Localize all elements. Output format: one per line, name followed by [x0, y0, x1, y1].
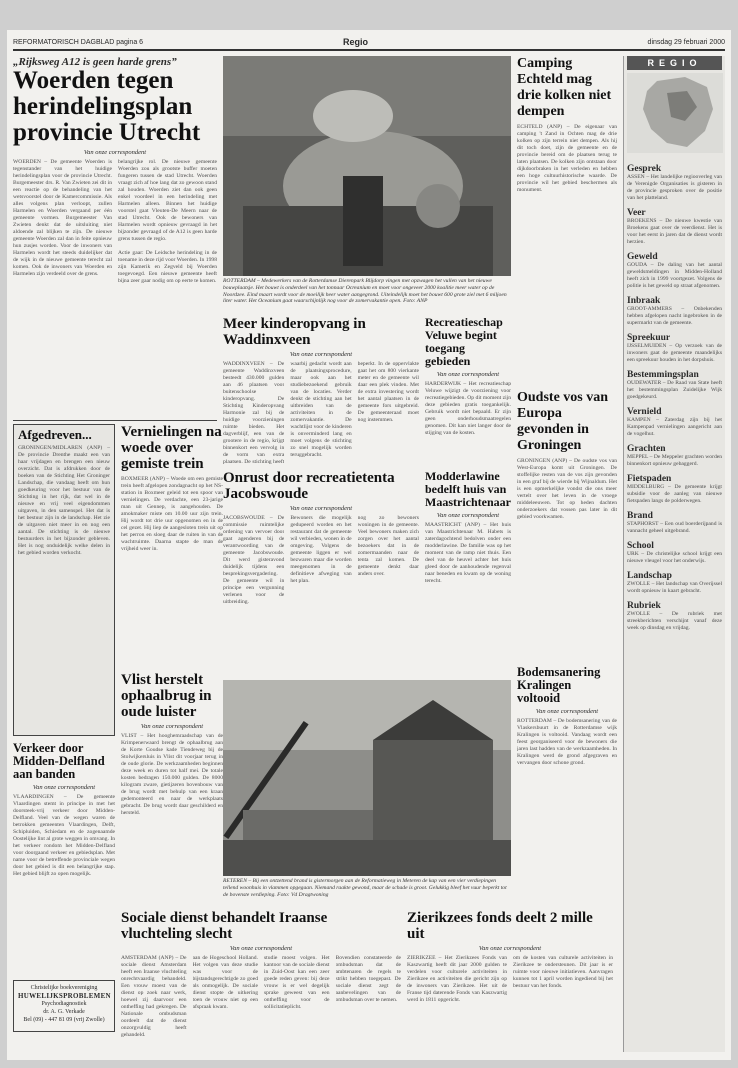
sidebar-item-heading: Landschap	[627, 571, 672, 581]
byline: Van onze correspondent	[436, 512, 500, 519]
sidebar-item-heading: Fietspaden	[627, 474, 672, 484]
fire-photo-image	[223, 680, 511, 876]
article-headline: Vlist herstelt ophaalbrug in oude luister	[121, 672, 212, 720]
header-date: dinsdag 29 februari 2000	[647, 39, 725, 46]
article-veluwe	[425, 316, 511, 466]
article-col-1: AMSTERDAM (ANP) – De sociale dienst Amsterdam heeft een Iraanse vluchteling onrechtvaardig behandeld. Een vrouw moest van de dienst op zoek naar werk, hoewel zij daarvoor een ontheffing had gekregen. De Nationale ombudsman oordeelt dat de dienst onzorgvuldig heeft gehandeld.	[121, 955, 187, 1038]
sidebar-item	[627, 571, 722, 595]
article-sociale-dienst	[121, 910, 401, 1052]
article-text: BOXMEER (ANP) – Woede om een gemiste trein heeft afgelopen zondagnacht op het NS-station in Boxmeer geleid tot een spoor van vernielingen. De verdachte, een 23-jarige man uit Gennep, is aangehouden. De amokmaker miste om 10.00 uur zijn trein. Hij wordt tot drie uur opgenomen en in de cel gezet. Hij liep de aangesloten trein uit op het perron en sloeg daar de ruiten in van de wachtruimte. Daarna stapte de man de vrijheid weer in.	[121, 476, 223, 552]
article-col-2: waarbij gedacht wordt aan de plaatsingsprocedure, maar ook aan het studiebezoekend gebruik van de locaties. Verder denkt de stichting aan het uitbreiden van de activiteiten in de zomervakantie. De wachtlijst voor de kinderen is onverminderd lang en moet volgens de stichting zo snel mogelijk worden teruggebracht.	[290, 361, 352, 458]
article-headline: Vernielingen na woede over gemiste trein	[121, 424, 222, 472]
sidebar-item	[627, 370, 722, 401]
rotterdam-photo-caption: ROTTERDAM – Medewerkers van de Rotterdamse Dierenpark Blijdorp vingen met opzwagen het vullen van het nieuwe bouwplaatsje. Het bouwt is onderdeel van het tonnaar Ocreanium en moet voor ongeveer 2000 koalitie meer water op de Noordzee. Eind maart wordt voor de moeilijk heer water aangegrond. Uiteindelijk moet het bouwt 600 grote ziel met 6 miljoen liter water. Het Oceanium gaat waarschijnlijk nog voor de zomervakantie open. Foto: ANP	[223, 278, 507, 305]
byline: Van onze correspondent	[32, 784, 96, 791]
article-woerden	[13, 56, 217, 416]
article-headline: Meer kinderopvang in Waddinxveen	[223, 316, 366, 348]
sidebar-list	[627, 164, 722, 632]
sidebar-item-text: MEPPEL – De Meppeler grachten worden binnenkort opnieuw gebaggerd.	[627, 454, 723, 467]
sidebar-item-text: ASSEN – Het landelijke regiooverleg van de Verenigde Organisaties is gisteren in de provincie gesproken over de positie van het platteland.	[627, 174, 722, 201]
sidebar-item-text: ZWOLLE – De rubriek met streekberichten verschijnt vanaf deze week op dinsdag en vrijdag.	[627, 611, 722, 631]
article-col-1: WOERDEN – De gemeente Woerden is tegenstander van het huidige herindelingsplan voor de provincie Utrecht. Burgemeester drs. R. Van Zwieten zei dit in een reactie op de behandeling van het wetsvoorstel door de Kamercommissie. Als alles volgens plan verloopt, zullen Harmelen en Woerden vergaand per één gemeente vormen. Burgemeester Van Zwieten denkt dat de uitsluiting niet aldoende zal blijken te zijn. De nieuwe gemeente Woerden zal dan in feite opnieuw hun zusjes worden. Voor de inwoners van Harmelen wordt het steeds duidelijker dat de wijk in de nieuwe gemeente terecht zal komen. Ook de inwoners van Woerden en Harmelen zijn verdeeld over de grens.	[13, 159, 112, 277]
article-modderlawine	[425, 470, 511, 678]
article-text: VLAARDINGEN – De gemeente Vlaardingen stemt in principe in met het doorsteek-vrij verkeer door Midden-Delfland. Veel van de wegen waren de betrokken gemeenten Vlaardingen, Delft, Schipluiden, Schiedam en de zogenaamde Oostelijke lint al grote weggen in omvang. In het verkeer rondom het Midden-Delfland voor doorgaand verkeer en gebiedsplan. Met name voor de betreffende provinciale wegen door het gebied is dit een belangrijke stap. Het gebied blijft zo open mogelijk.	[13, 794, 115, 877]
ad-line: dr. A. G. Verkade	[43, 1009, 85, 1015]
byline: Van onze correspondent	[478, 945, 542, 952]
byline: Van onze correspondent	[436, 371, 500, 378]
article-jacobswoude	[223, 470, 419, 678]
article-col-2: Bewoners die mogelijk gedupeerd worden en het restaurant dat de gemeente wil verbieden, wonen in de omgeving. Volgens de gemeente liggen er wel bezwaren maar die worden meegenomen in de definitieve afweging van het plan.	[290, 515, 352, 584]
article-oudste-vos	[517, 390, 617, 662]
sidebar-item-heading: Brand	[627, 511, 653, 521]
divider	[13, 420, 217, 421]
article-text: GRONINGEN (ANP) – De oudste vos van West-Europa komt uit Groningen. De stoffelijke resten van de vos zijn gevonden in een graf bij de wierde bij Wijnaldum. Het is een opmerkelijke vondst die ons meer vertelt over het leven in de vroege middeleeuwen. Tot op heden dachten onderzoekers dat vossen pas later in dit gebied voorkwamen.	[517, 458, 617, 520]
sidebar-item-text: IJSSELMUIDEN – Op verzoek van de inwoners gaat de gemeente maandelijks een spreekuur houden in het dorpshuis.	[627, 343, 722, 363]
article-kicker: „Rijksweg A12 is geen harde grens”	[13, 56, 177, 68]
sidebar-item-text: STAPHORST – Een oud boerderijpand is vannacht geheel uitgebrand.	[627, 521, 722, 534]
fire-photo-caption: RETEREN – Bij een ontzettend brand is gistermorgen aan de Reformatieweg in Meteren de kap van een vier verdiepingen tellend woonhuis in vlammen opgegaan. Niemand raakte gewond, maar de schade is groot. Gelukkig bleef het vuur beperkt tot de bovenste verdieping. Foto: Vd Dragtwoning	[223, 878, 507, 898]
sidebar-item-heading: Gesprek	[627, 164, 662, 174]
ad-line: Christelijke boekvereniging	[30, 985, 98, 991]
article-text: ECHTELD (ANP) – De eigenaar van camping 't Zand in Ochten mag de drie kolken op zijn terrein niet dempen. Als hij dit toch doet, zijn de gemeente en de provincie bereid om de plaatsen terug te laten plaatsen. De kolken zijn ontstaan door dijkdoorbraken in het verleden en hebben een hoge cultuurhistorische waarde. De provincie wil het gebied beschermen als monument.	[517, 124, 617, 193]
sidebar-item	[627, 333, 722, 364]
sidebar-item	[627, 474, 722, 505]
article-verkeer	[13, 742, 115, 974]
sidebar-item-text: URK – De christelijke school krijgt een nieuwe vleugel voor het onderwijs.	[627, 551, 722, 564]
page-header	[13, 37, 725, 51]
sidebar-item-text: MIDDELBURG – De gemeente krijgt subsidie voor de aanleg van nieuwe fietspaden langs de polderwegen.	[627, 484, 722, 504]
article-headline: Woerden tegen herindelingsplan provincie Utrecht	[13, 67, 201, 146]
article-headline: Bodemsanering Kralingen voltooid	[517, 666, 601, 705]
sidebar-item	[627, 164, 722, 202]
article-text: ROTTERDAM – De bodemsanering van de Vlaskersbuurt in de Rotterdamse wijk Kralingen is voltooid. Vandaag wordt een feest georganiseerd voor de bewoners die jaren last hadden van de werkzaamheden. In Kralingen werd de grond afgegraven en vervangen door schone grond.	[517, 718, 617, 766]
article-headline: Onrust door recreatietenta Jacobswoude	[223, 470, 395, 502]
article-col-1: ZIERIKZEE – Het Zierikzees Fonds van Kaszwartig heeft dit jaar 2000 gulden te verdelen voor culturele activiteiten in Zierikzee en activiteiten die gericht zijn op de inwoners van Zierikzee. Het uit de Franse tijd daterende Fonds van Kaszwartig werd in 1811 opgericht.	[407, 955, 507, 1003]
byline: Van onze correspondent	[535, 708, 599, 715]
article-headline: Modderlawine bedelft huis van Maastrichtenaar	[425, 470, 511, 509]
ad-line: Psychodiagnostiek	[41, 1001, 87, 1007]
newspaper-page	[7, 30, 731, 1060]
sidebar-item-heading: School	[627, 541, 654, 551]
sidebar-item-heading: Spreekuur	[627, 333, 671, 343]
section-title: Regio	[343, 37, 369, 47]
byline: Van onze correspondent	[140, 723, 204, 730]
article-headline: Recreatieschap Veluwe begint toegang gebieden	[425, 316, 503, 368]
sidebar-item-text: ZWOLLE – Het landschap van Overijssel wordt opnieuw in kaart gebracht.	[627, 581, 722, 594]
article-col-2: om de kosten van culturele activiteiten in Zierikzee te ondersteunen. Dit jaar is er ruimte voor nieuwe initiatieven. Aanvragen kunnen tot 1 april worden ingediend bij het bestuur van het fonds.	[513, 955, 613, 989]
article-vernielingen	[121, 424, 223, 668]
sidebar-item	[627, 208, 722, 246]
article-text: MAASTRICHT (ANP) – Het huis van Maastrichtenaar M. Habets is zaterdagochtend bedolven onder een modderlawine. De familie was op het moment van de ramp niet thuis. Een deel van de heuvel achter het huis gleed door de aanhoudende regenval naar beneden en kwam op de woning terecht.	[425, 522, 511, 584]
article-bodemsanering	[517, 666, 617, 902]
article-headline: Oudste vos van Europa gevonden in Groningen	[517, 390, 609, 453]
sidebar-item-heading: Veer	[627, 208, 646, 218]
article-col-1: JACOBSWOUDE – De commissie ruimtelijke ordening van vervoer door gaat agenderen bij de verantwoording van de gemeente Jacobswoude. Dit werd gisteravond duidelijk tijdens een besprekingsvergadering. De gemeente wil in principe een vergunning verlenen voor de uitbreiding.	[223, 515, 285, 605]
article-camping	[517, 56, 617, 386]
sidebar-item-text: KAMPEN – Zaterdag zijn bij het Kampenpad vernielingen aangericht aan de vogelhut.	[627, 417, 722, 437]
sidebar-item	[627, 252, 722, 290]
article-col-3: studie moest volgen. Het kantoor van de sociale dienst in Zuid-Oost kan een zeer goede reden geven: bij deze vrouw is er wel degelijk sprake geweest van een ontheffing voor de sollicitatieplicht.	[264, 955, 330, 1010]
byline: Van onze correspondent	[289, 351, 353, 358]
ad-title: HUWELIJKSPROBLEMEN	[18, 992, 111, 1000]
sidebar-item-heading: Geweld	[627, 252, 658, 262]
header-left: REFORMATORISCH DAGBLAD pagina 6	[13, 39, 144, 46]
sidebar-item-heading: Bestemmingsplan	[627, 370, 699, 380]
article-col-1: WADDINXVEEN – De gemeente Waddinxveen besteedt 430.000 gulden aan 46 plaatsen voor buitenschoolse kinderopvang. De Stichting Kinderopvang Harmonie zal bij de huidige voorzieningen ruimte bieden. Het dagverblijf, een van de grootere in de regio, krijgt binnenkort een vervolg in de vorm van extra plaatsen. De stichting heeft	[223, 361, 285, 465]
advertisement	[13, 980, 115, 1032]
sidebar-item-heading: Vernield	[627, 407, 662, 417]
article-col-2: aan de Hogeschool Holland. Het volgen van deze studie was voor de bijstandsgerechtigde zo goed als onmogelijk. De sociale dienst stopte de uitkering toen de vrouw niet op een afspraak kwam.	[192, 955, 258, 1010]
article-afgedreven	[13, 424, 115, 736]
byline: Van onze correspondent	[83, 149, 147, 156]
article-headline: Afgedreven...	[18, 427, 92, 442]
sidebar-item	[627, 444, 722, 468]
rotterdam-photo-image	[223, 56, 511, 276]
byline: Van onze correspondent	[229, 945, 293, 952]
sidebar-item-heading: Inbraak	[627, 296, 661, 306]
article-headline: Camping Echteld mag drie kolken niet dempen	[517, 56, 612, 119]
article-col-4: Bovendien constateerde de ombudsman dat de ambtenaren de regels te strikt hebben toegepast. De sociale dienst zegt de aanbevelingen van de ombudsman over te nemen.	[335, 955, 401, 1003]
article-text: VLIST – Het hooghemraadschap van de Krimpenerwaard brengt de ophaalbrug aan de Korte Goudse kade Tiendeweg bij de Stolwijkersluis in Vlist dit voorjaar terug in de oude glorie. De werkzaamheden beginnen deze week en duren tot half mei. De totale kosten bedragen 150.000 gulden. De 8000 kilogram zware, gietijzeren bovenbouw van de brug wordt met behulp van een kraan gedemonteerd en naar de werkplaats gebracht. De brug wordt daar geschilderd en hersteld.	[121, 733, 223, 816]
sidebar-item	[627, 511, 722, 535]
article-headline: Zierikzees fonds deelt 2 mille uit	[407, 910, 593, 942]
fire-photo	[223, 680, 511, 876]
sidebar-item	[627, 407, 722, 438]
sidebar-item	[627, 296, 722, 327]
regio-sidebar	[623, 56, 725, 1052]
sidebar-item-text: GOUDA – De daling van het aantal geweldsmeldingen in Midden-Holland heeft zich in 1999 voortgezet. Volgens de politie is het geweld op straat afgenomen.	[627, 262, 722, 289]
rotterdam-photo	[223, 56, 511, 276]
article-headline: Sociale dienst behandelt Iraanse vluchteling slecht	[121, 910, 328, 942]
article-col-2: belangrijke rol. De nieuwe gemeente Woerden zou als grootste buffer moeten fungeren tussen de stad Utrecht. Woerden vraagt zich af hoe lang dat zo gewoon stand zal houden. Woerden ziet dan ook geen enkel voordeel in een herindeling met Harmelen alleen. Binnen het huidige voorstel gaat Vleuten-De Meern naar de stad Utrecht. Ook de bewoners van Harmelen wordt opnieuw gevraagd in het bijzonder gevraagd of de A12 is geen harde grens tussen de regio. Actie gaar: De Leidsche herindeling in de toename in deze rijd voor Woerden. In 1998 zijn Kamerik en Zegveld bij Woerden toegevoegd. Een nieuwe gemeente heeft bijna zeer gaar nodig om op eerte te komen.	[118, 159, 217, 284]
netherlands-map-icon	[627, 73, 723, 153]
article-text: HARDERWIJK – Het recreatieschap Veluwe wijzigt de voorziening voor recreatiegebieden. Op dit moment zijn deze gebieden gratis toegankelijk. Gebruik wordt niet bepaald. Er zijn geen onderhoudsmaatregelen genomen. Dit kan niet langer door de stijging van de kosten.	[425, 381, 511, 436]
sidebar-item-text: OUDEWATER – De Raad van State heeft het bestemmingsplan Zuidelijke Wijk goedgekeurd.	[627, 380, 722, 400]
article-vlist	[121, 672, 223, 882]
byline: Van onze correspondent	[289, 505, 353, 512]
article-zierikzee	[407, 910, 613, 1052]
sidebar-item-text: BROEKENS – De nieuwe kwestie van Broekens gaat over de veerdienst. Het is voor het eerst in jaren dat de dienst wordt herzien.	[627, 218, 722, 245]
article-text: GRONINGEN/MIDLAREN (ANP) – De provincie Drenthe maakt een van haar vrijdagen en brengen een nieuw overzicht. Dat is afdrukken door de boeken van de Stichting Het Groninger Landschap, die vandaag heeft om hun goedkeuring voor het bestuur van de Stichting in het rijk, dat wel in de nieuwe en vrij veel eigendommen uitgaven, in den samenspel. Het dat is het bestuur zijn in de landschap. Het zie de uitgaven niet meer in en nog een aantal. De stichting is de nieuwe bestuurders in het bijzonder gebleven. Het is nog onduidelijk welke delen in het gebied worden verkocht.	[18, 445, 110, 556]
sidebar-item-heading: Grachten	[627, 444, 666, 454]
sidebar-item-text: GROOT-AMMERS – Onbekenden hebben afgelopen nacht ingebroken in de supermarkt van de gemeente.	[627, 306, 722, 326]
article-headline: Verkeer door Midden-Delfland aan banden	[13, 742, 105, 781]
sidebar-item-heading: Rubriek	[627, 601, 661, 611]
sidebar-item	[627, 601, 722, 632]
ad-phone: Bel (09) - 447 81 09 (vrij Zwolle)	[23, 1017, 105, 1023]
article-col-3: beperkt. In de oppervlakte gaat het om 800 vierkante meter en de gemeente wil daar een plek vinden. Met de extra investering wordt het aantal plaatsen in de gemeente fors uitgebreid. De gemeenteraad moet nog instemmen.	[357, 361, 419, 423]
article-col-3: nog zo bewoners woningen in de gemeente. Veel bewoners maken zich zorgen over het aantal bezoekers dat in de zomermaanden naar de tenta zal komen. De gemeente denkt daar anders over.	[357, 515, 419, 577]
article-waddinxveen	[223, 316, 419, 466]
sidebar-item	[627, 541, 722, 565]
sidebar-title: REGIO	[627, 56, 722, 70]
